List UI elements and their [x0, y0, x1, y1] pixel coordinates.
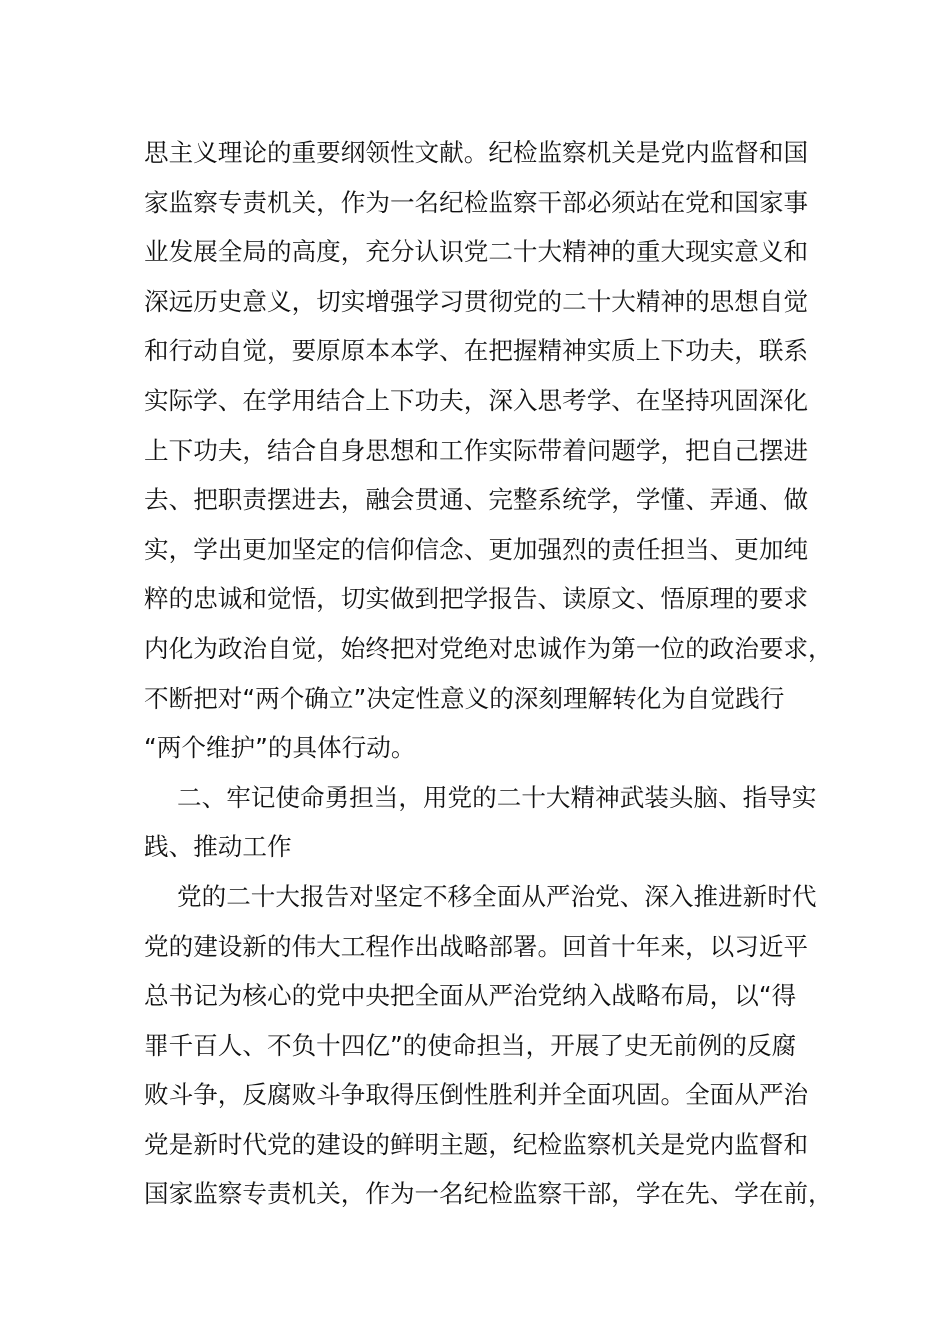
text-line: 实际学、在学用结合上下功夫，深入思考学、在坚持巩固深化	[144, 385, 809, 415]
text-line: 内化为政治自觉，始终把对党绝对忠诚作为第一位的政治要求，	[144, 633, 833, 663]
text-line: 家监察专责机关，作为一名纪检监察干部必须站在党和国家事	[144, 187, 809, 217]
text-line: “两个维护”的具体行动。	[144, 733, 416, 763]
text-line: 去、把职责摆进去，融会贯通、完整系统学，学懂、弄通、做	[144, 485, 809, 515]
text-line: 党的二十大报告对坚定不移全面从严治党、深入推进新时代	[177, 881, 817, 911]
text-line: 总书记为核心的党中央把全面从严治党纳入战略布局，以“得	[144, 981, 797, 1011]
text-line: 深远历史意义，切实增强学习贯彻党的二十大精神的思想自觉	[144, 286, 809, 316]
text-line: 实，学出更加坚定的信仰信念、更加强烈的责任担当、更加纯	[144, 534, 809, 564]
text-line: 不断把对“两个确立”决定性意义的深刻理解转化为自觉践行	[144, 683, 785, 713]
text-line: 粹的忠诚和觉悟，切实做到把学报告、读原文、悟原理的要求	[144, 584, 809, 614]
text-line: 国家监察专责机关，作为一名纪检监察干部，学在先、学在前，	[144, 1179, 833, 1209]
text-line: 业发展全局的高度，充分认识党二十大精神的重大现实意义和	[144, 237, 809, 267]
text-line: 党是新时代党的建设的鲜明主题，纪检监察机关是党内监督和	[144, 1129, 809, 1159]
body-text	[144, 128, 844, 1219]
text-line: 败斗争，反腐败斗争取得压倒性胜利并全面巩固。全面从严治	[144, 1080, 809, 1110]
text-line: 上下功夫，结合自身思想和工作实际带着问题学，把自己摆进	[144, 435, 809, 465]
text-line: 二、牢记使命勇担当，用党的二十大精神武装头脑、指导实	[177, 782, 817, 812]
text-line: 和行动自觉，要原原本本学、在把握精神实质上下功夫，联系	[144, 336, 809, 366]
text-line: 践、推动工作	[144, 832, 292, 862]
text-line: 党的建设新的伟大工程作出战略部署。回首十年来，以习近平	[144, 931, 809, 961]
text-line: 罪千百人、不负十四亿”的使命担当，开展了史无前例的反腐	[144, 1030, 797, 1060]
text-line: 思主义理论的重要纲领性文献。纪检监察机关是党内监督和国	[144, 138, 809, 167]
